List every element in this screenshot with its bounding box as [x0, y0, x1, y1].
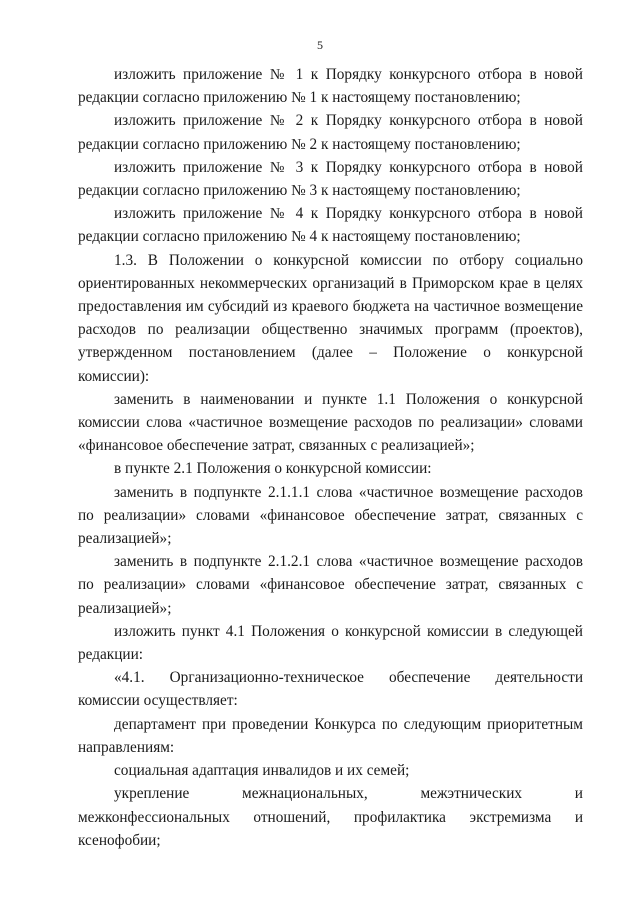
- paragraph-6: заменить в наименовании и пункте 1.1 Положения о конкурсной комиссии слова «частичное возмещение расходов по реализации» словами «финансовое обеспечение затрат, связанных с реализацией»;: [78, 390, 583, 455]
- paragraph-10: изложить пункт 4.1 Положения о конкурсной комиссии в следующей редакции:: [78, 622, 583, 664]
- paragraph-13: социальная адаптация инвалидов и их семей;: [114, 762, 410, 780]
- paragraph-14: укрепление межнациональных, межэтнических и межконфессиональных отношений, профилактика экстремизма и ксенофобии;: [78, 785, 583, 849]
- paragraph-11: «4.1. Организационно-техническое обеспечение деятельности комиссии осуществляет:: [78, 669, 583, 710]
- paragraph-7: в пункте 2.1 Положения о конкурсной комиссии:: [114, 460, 432, 478]
- page-number: 5: [317, 38, 323, 52]
- paragraph-8: заменить в подпункте 2.1.1.1 слова «частичное возмещение расходов по реализации» словами «финансовое обеспечение затрат, связанных с реализацией»;: [78, 483, 583, 548]
- paragraph-3: изложить приложение № 3 к Порядку конкурсного отбора в новой редакции согласно приложению № 3 к настоящему постановлению;: [78, 158, 583, 200]
- paragraph-1: изложить приложение № 1 к Порядку конкурсного отбора в новой редакции согласно приложению № 1 к настоящему постановлению;: [78, 66, 583, 107]
- paragraph-12: департамент при проведении Конкурса по следующим приоритетным направлениям:: [78, 715, 583, 756]
- paragraph-2: изложить приложение № 2 к Порядку конкурсного отбора в новой редакции согласно приложению № 2 к настоящему постановлению;: [78, 112, 583, 153]
- paragraph-5: 1.3. В Положении о конкурсной комиссии по отбору социально ориентированных некоммерческих организаций в Приморском крае в целях предоставления им субсидий из краевого бюджета на частичное возмещение расходов по реализации общественно значимых программ (проектов), утвержденном постановлением (далее – Положение о конкурсной комиссии):: [78, 251, 583, 385]
- document-body: [78, 63, 583, 852]
- paragraph-9: заменить в подпункте 2.1.2.1 слова «частичное возмещение расходов по реализации» словами «финансовое обеспечение затрат, связанных с реализацией»;: [78, 553, 583, 617]
- paragraph-4: изложить приложение № 4 к Порядку конкурсного отбора в новой редакции согласно приложению № 4 к настоящему постановлению;: [78, 205, 583, 246]
